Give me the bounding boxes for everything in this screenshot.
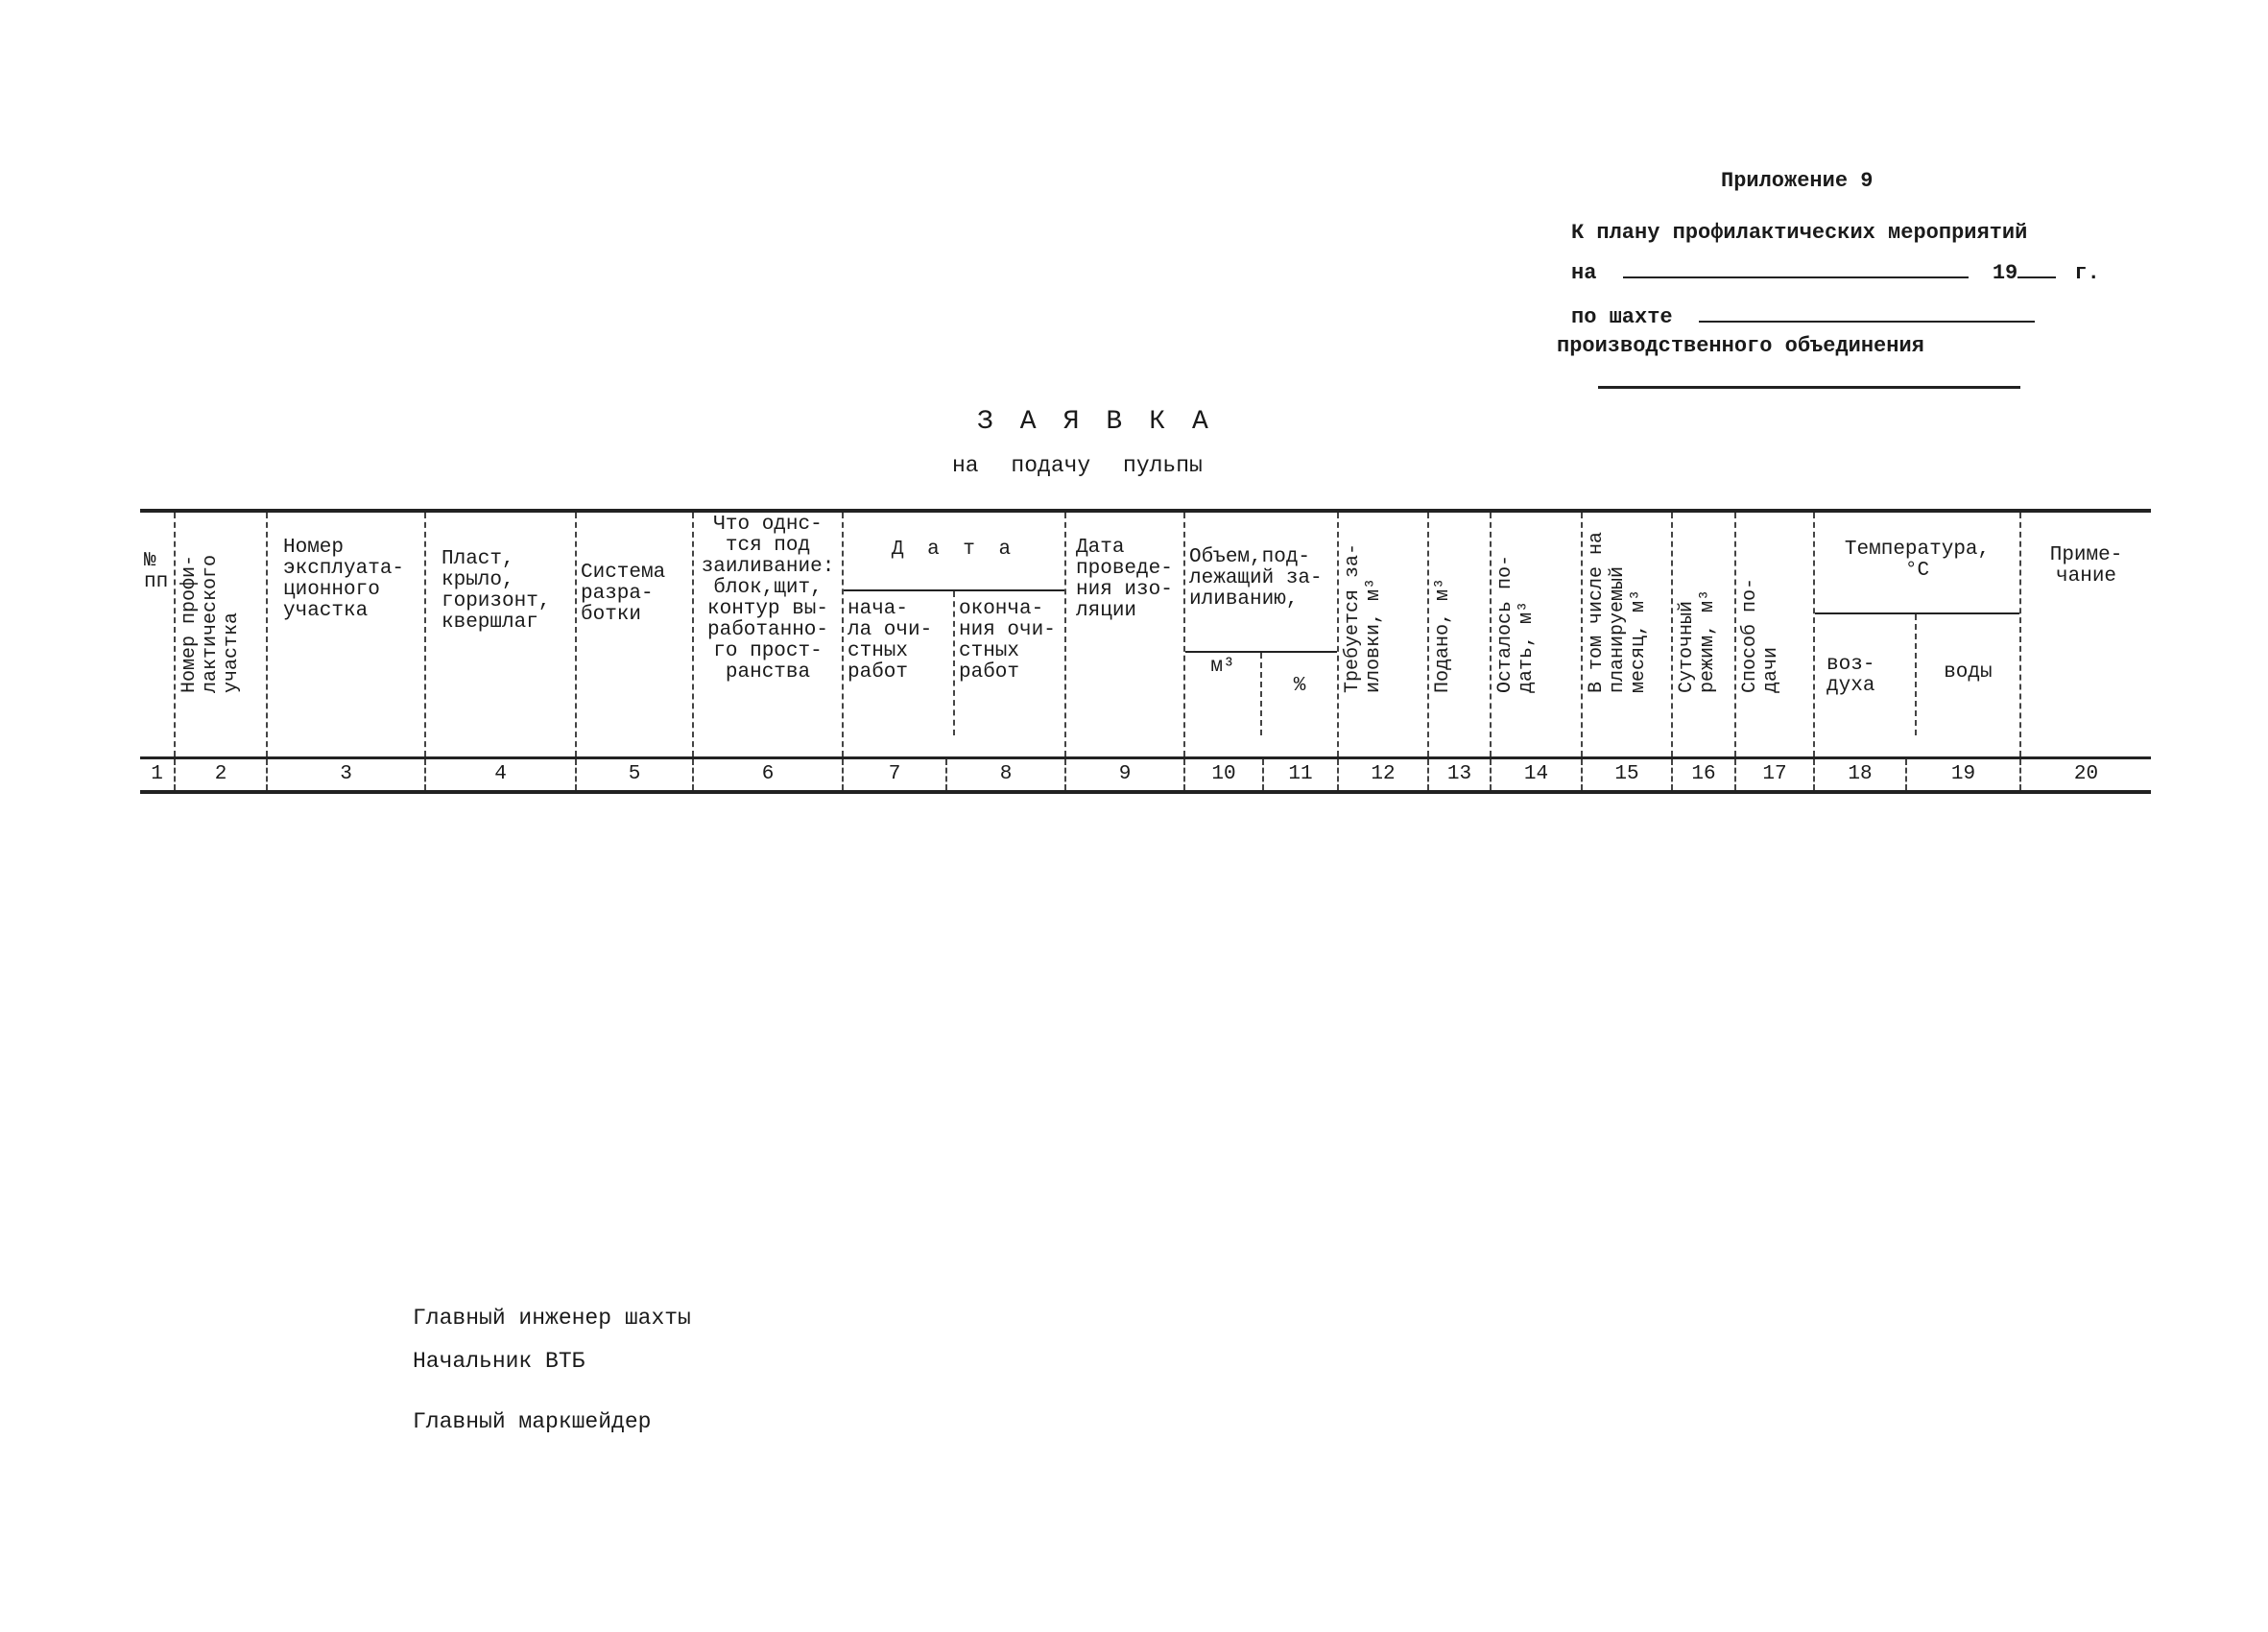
temperature-group	[1814, 511, 2020, 758]
appendix-label: Приложение 9	[1721, 169, 1874, 193]
col-number: 14	[1491, 758, 1582, 793]
col-19-header: воды	[1944, 661, 1993, 684]
col-17-header	[1735, 511, 1814, 758]
col-6-header: Что однс- тся под заиливание: блок,щит, контур вы- работанно- го прост- ранства	[693, 511, 843, 758]
col-number: 19	[1906, 758, 2020, 793]
col-11-header: %	[1293, 675, 1306, 697]
plan-year: 19	[1992, 261, 2018, 285]
col-14-header	[1491, 511, 1582, 758]
col-number: 2	[175, 758, 267, 793]
association-label: производственного объединения	[1557, 334, 1924, 358]
volume-subheaders	[1185, 651, 1337, 735]
col-2-header	[175, 511, 267, 758]
volume-group-title: Объем,под- лежащий за- иливанию,	[1189, 546, 1323, 611]
col-number: 7	[843, 758, 946, 793]
col-number: 9	[1065, 758, 1184, 793]
col-2-text: Номер профи- лактического участка	[179, 554, 243, 693]
plan-date-blank[interactable]	[1623, 257, 1969, 278]
col-12-text: Требуется за- иловки, м³	[1342, 542, 1386, 693]
mine-line	[1571, 301, 2035, 328]
document-title: ЗАЯВКА	[977, 407, 1235, 437]
col-17-text: Способ по- дачи	[1739, 577, 1783, 693]
col-number: 17	[1735, 758, 1814, 793]
plan-year-blank[interactable]	[2017, 257, 2056, 278]
col-number: 1	[140, 758, 175, 793]
document-subtitle: на подачу пульпы	[952, 453, 1203, 478]
col-16-text: Суточный режим, м³	[1676, 588, 1720, 693]
col-number: 5	[576, 758, 693, 793]
signature-chief-engineer: Главный инженер шахты	[413, 1306, 691, 1331]
mine-blank[interactable]	[1699, 301, 2035, 323]
col-number: 16	[1672, 758, 1735, 793]
col-number: 8	[946, 758, 1065, 793]
col-number: 3	[267, 758, 425, 793]
col-7-header: нача- ла очи- стных работ	[844, 591, 955, 735]
col-12-header	[1338, 511, 1428, 758]
date-group	[843, 511, 1065, 758]
plan-g: г.	[2074, 261, 2100, 285]
col-10-header: м³	[1185, 653, 1262, 735]
request-table	[140, 509, 2151, 794]
col-13-header	[1428, 511, 1491, 758]
col-5-header: Система разра- ботки	[576, 511, 693, 758]
signature-chief-surveyor: Главный маркшейдер	[413, 1409, 652, 1434]
col-number: 4	[425, 758, 576, 793]
col-15-header	[1582, 511, 1672, 758]
col-18-header: воз- духа	[1815, 614, 1917, 735]
col-8-header: оконча- ния очи- стных работ	[959, 598, 1056, 684]
col-4-header: Пласт, крыло, горизонт, квершлаг	[425, 511, 576, 758]
col-number: 10	[1184, 758, 1263, 793]
col-14-text: Осталось по- дать, м³	[1494, 554, 1539, 693]
plan-line: К плану профилактических мероприятий	[1571, 221, 2028, 245]
col-1-header: № пп	[140, 511, 175, 758]
association-blank[interactable]	[1598, 386, 2020, 389]
col-9-header: Дата проведе- ния изо- ляции	[1065, 511, 1184, 758]
date-subheaders	[844, 589, 1064, 735]
col-number: 12	[1338, 758, 1428, 793]
col-13-text: Подано, м³	[1432, 577, 1455, 693]
col-number: 15	[1582, 758, 1672, 793]
temperature-subheaders	[1815, 612, 2019, 735]
col-20-header: Приме- чание	[2020, 511, 2151, 758]
plan-date-line	[1571, 257, 2100, 284]
col-number: 18	[1814, 758, 1906, 793]
col-3-header: Номер эксплуата- ционного участка	[267, 511, 425, 758]
col-number: 6	[693, 758, 843, 793]
volume-group	[1184, 511, 1338, 758]
col-number: 20	[2020, 758, 2151, 793]
col-15-text: В том числе на планируемый месяц, м³	[1586, 531, 1651, 693]
col-number: 11	[1263, 758, 1338, 793]
date-group-title: Д а т а	[891, 539, 1017, 561]
signature-vtb-head: Начальник ВТБ	[413, 1349, 585, 1374]
col-16-header	[1672, 511, 1735, 758]
col-number: 13	[1428, 758, 1491, 793]
temperature-group-title: Температура, °С	[1844, 539, 1991, 582]
plan-na: на	[1571, 261, 1597, 285]
mine-label: по шахте	[1571, 305, 1673, 329]
